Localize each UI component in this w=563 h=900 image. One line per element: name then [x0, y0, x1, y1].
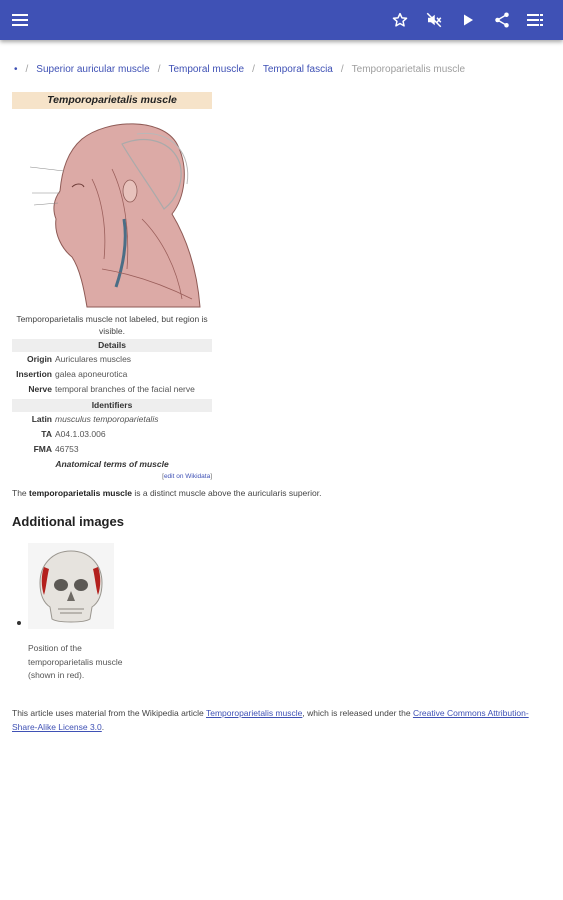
edit-bracket-open: [ — [162, 473, 164, 480]
license-text-1: This article uses material from the Wikipedia article — [12, 708, 206, 718]
infobox-caption: Temporoparietalis muscle not labeled, but region is visible. — [16, 314, 208, 336]
breadcrumb-home[interactable]: • — [14, 64, 18, 75]
row-key: TA — [41, 429, 52, 439]
breadcrumb-current: Temporoparietalis muscle — [351, 64, 466, 75]
details-header: Details — [12, 339, 212, 352]
infobox-row — [12, 412, 212, 427]
license-text-2: , which is released under the — [302, 708, 413, 718]
breadcrumb-item-superior-auricular[interactable]: Superior auricular muscle — [36, 64, 150, 75]
edit-on-wikidata — [12, 471, 212, 483]
infobox — [12, 92, 212, 483]
breadcrumb-separator: / — [157, 64, 161, 75]
skull-image[interactable] — [28, 543, 114, 629]
license-link[interactable]: Creative Commons Attribution-Share-Alike License 3.0 — [12, 708, 529, 732]
row-value: galea aponeurotica — [55, 369, 128, 379]
infobox-row — [12, 442, 212, 457]
breadcrumb — [14, 64, 465, 75]
row-key: Latin — [31, 414, 52, 424]
license-notice — [12, 707, 552, 734]
row-value: A04.1.03.006 — [55, 429, 106, 439]
intro-text-after: is a distinct muscle above the auricularis superior. — [132, 488, 322, 498]
breadcrumb-item-temporal-muscle[interactable]: Temporal muscle — [168, 64, 245, 75]
row-key: Origin — [26, 354, 52, 364]
row-value: musculus temporoparietalis — [55, 414, 159, 424]
breadcrumb-separator: / — [25, 64, 29, 75]
row-value: 46753 — [55, 444, 79, 454]
row-key: FMA — [33, 444, 52, 454]
intro-term: temporoparietalis muscle — [29, 488, 132, 498]
anatomy-illustration[interactable] — [12, 109, 212, 309]
infobox-title: Temporoparietalis muscle — [12, 92, 212, 109]
infobox-row — [12, 427, 212, 442]
row-value: temporal branches of the facial nerve — [55, 384, 195, 394]
breadcrumb-item-temporal-fascia[interactable]: Temporal fascia — [262, 64, 333, 75]
hamburger-menu-icon[interactable] — [9, 9, 31, 31]
image-caption: Position of the temporoparietalis muscle (shown in red). — [28, 643, 123, 680]
app-bar — [0, 0, 563, 40]
row-key: Insertion — [16, 369, 52, 379]
edit-on-wikidata-link[interactable]: edit on Wikidata — [163, 473, 211, 480]
license-text-3: . — [101, 721, 105, 732]
star-icon[interactable] — [389, 9, 411, 31]
infobox-row — [12, 367, 212, 382]
breadcrumb-separator: / — [252, 64, 255, 75]
wikipedia-article-link[interactable]: Temporoparietalis muscle — [206, 708, 303, 718]
breadcrumb-separator: / — [340, 64, 344, 75]
row-value: Auriculares muscles — [55, 354, 132, 364]
row-key: Nerve — [28, 384, 52, 394]
identifiers-header: Identifiers — [12, 399, 212, 412]
mute-icon[interactable] — [423, 9, 445, 31]
list-bullet — [17, 621, 21, 625]
intro-text-before: The — [12, 488, 30, 498]
infobox-row — [12, 352, 212, 367]
intro-paragraph — [12, 488, 321, 498]
toc-icon[interactable] — [524, 9, 546, 31]
play-icon[interactable] — [457, 9, 479, 31]
anatomical-terms-link[interactable]: Anatomical terms of muscle — [55, 459, 169, 469]
infobox-row — [12, 382, 212, 397]
share-icon[interactable] — [491, 9, 513, 31]
edit-bracket-close: ] — [210, 473, 212, 480]
section-heading: Additional images — [12, 514, 124, 529]
